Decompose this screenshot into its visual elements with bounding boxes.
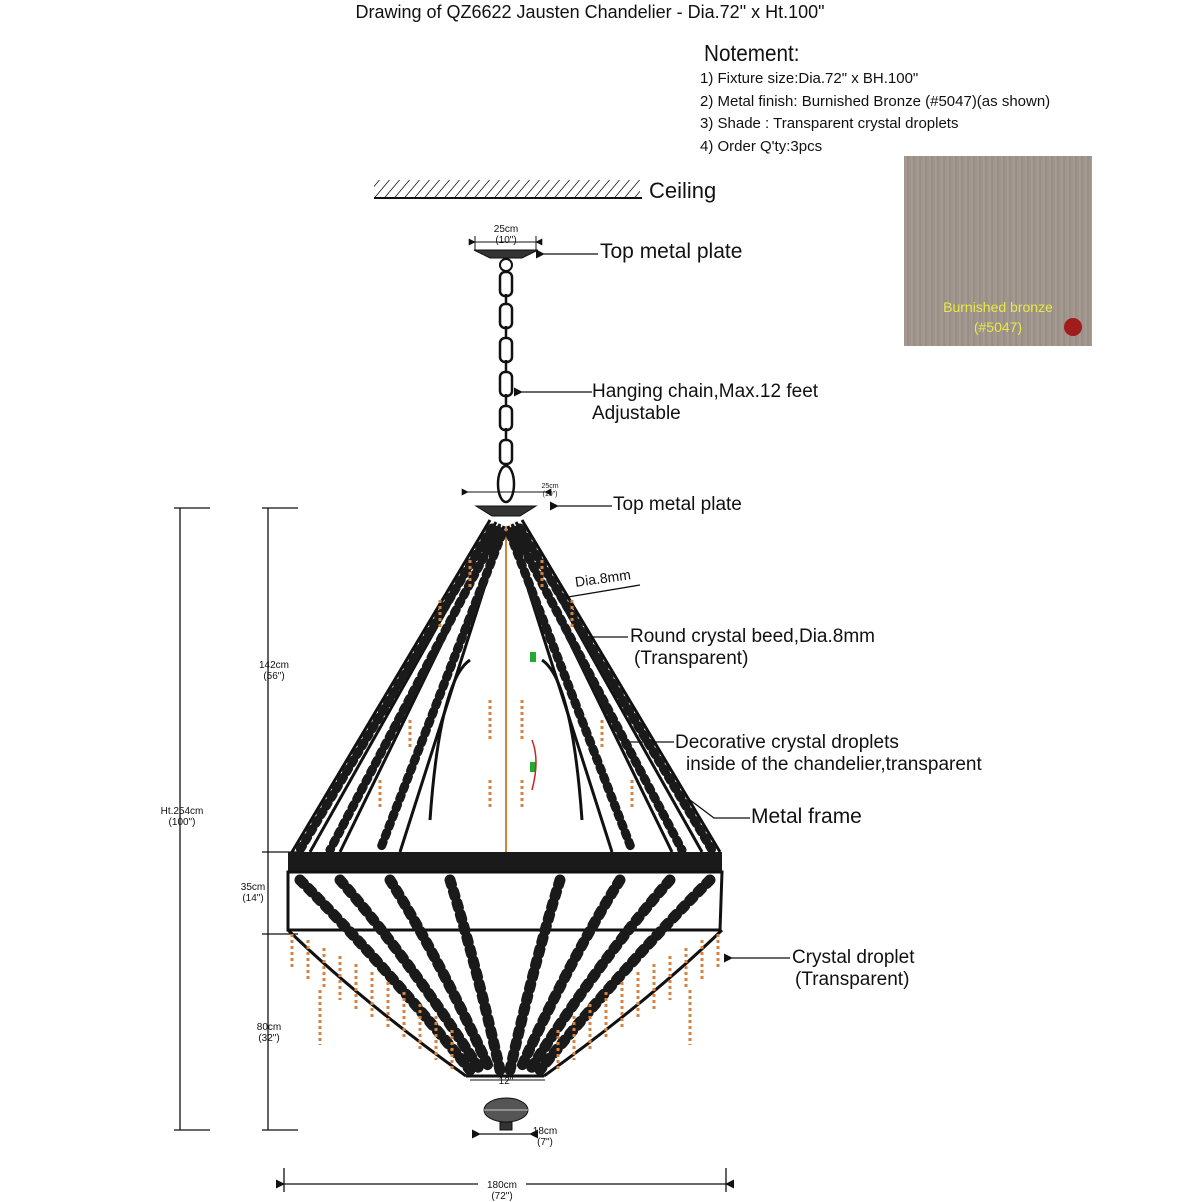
- bottom-finial: [484, 1098, 528, 1130]
- accent-markers: [530, 652, 536, 790]
- dim-finial-in: (7"): [537, 1137, 553, 1148]
- dim-top-plate-lower: [536, 483, 564, 499]
- swatch-label-code: (#5047): [973, 319, 1023, 335]
- dim-lower-in: (32"): [258, 1033, 280, 1044]
- top-canopy: [474, 250, 538, 258]
- dim-bottom-width: 12": [498, 1076, 514, 1087]
- callout-ceiling: Ceiling: [649, 178, 717, 203]
- lower-top-plate: [468, 492, 545, 516]
- dim-upper-cm: 142cm: [258, 660, 289, 671]
- callout-droplet-line2: (Transparent): [795, 969, 910, 990]
- dim-upper-height: [248, 660, 300, 682]
- ceiling-hatch: [374, 180, 642, 198]
- crystal-droplet-fringe: [292, 934, 718, 1070]
- note-item-quantity: 4) Order Q'ty:3pcs: [700, 138, 823, 155]
- dim-top-plate-cm: 25cm: [493, 224, 519, 235]
- dim-total-in: (100"): [168, 817, 196, 828]
- note-item-size: 1) Fixture size:Dia.72" x BH.100": [700, 70, 919, 87]
- dim-upper-in: (56"): [263, 671, 285, 682]
- dim-lower-height: [246, 1022, 292, 1044]
- callout-droplets-line2: inside of the chandelier,transparent: [686, 754, 982, 775]
- dim-finial: [528, 1126, 562, 1148]
- callout-chain: [592, 381, 818, 425]
- dim-band-cm: 35cm: [240, 882, 266, 893]
- dim-finial-cm: 18cm: [532, 1126, 558, 1137]
- callout-top-plate-upper: Top metal plate: [600, 240, 743, 263]
- width-dimension: [284, 1080, 726, 1192]
- dim-width-cm: 180cm: [486, 1180, 517, 1191]
- callout-chain-line2: Adjustable: [592, 403, 681, 424]
- lower-bowl: [288, 930, 722, 1076]
- dim-total-height: [152, 806, 212, 828]
- dim-total-cm: Ht.254cm: [160, 806, 204, 817]
- callout-droplets-interior: [675, 732, 982, 776]
- hanging-chain: [498, 272, 514, 502]
- canopy-hook: [500, 259, 512, 271]
- callout-metal-frame: Metal frame: [751, 805, 862, 828]
- callout-top-plate-lower: Top metal plate: [613, 494, 742, 515]
- callout-bead-line1: Round crystal beed,Dia.8mm: [630, 626, 875, 647]
- dim-lower-cm: 80cm: [256, 1022, 282, 1033]
- callout-chain-line1: Hanging chain,Max.12 feet: [592, 381, 819, 402]
- dim-width: [478, 1180, 526, 1202]
- callout-bead-line2: (Transparent): [634, 648, 749, 669]
- callout-droplets-line1: Decorative crystal droplets: [675, 732, 899, 753]
- dim-band-height: [230, 882, 276, 904]
- note-item-shade: 3) Shade : Transparent crystal droplets: [700, 115, 959, 132]
- dim-top-plate-in: (10"): [495, 235, 517, 246]
- lower-bead-strands: [300, 880, 710, 1070]
- callout-bead: [630, 626, 875, 670]
- dim-top-plate: [485, 224, 527, 246]
- dim-top-plate-lower-in: (10"): [542, 491, 558, 498]
- swatch-label-name: Burnished bronze: [943, 299, 1053, 315]
- dim-width-in: (72"): [491, 1191, 513, 1202]
- dim-band-in: (14"): [242, 893, 264, 904]
- callout-droplet-line1: Crystal droplet: [792, 947, 915, 968]
- note-item-finish: 2) Metal finish: Burnished Bronze (#5047)(as shown): [700, 93, 1051, 110]
- callout-bead-diameter: Dia.8mm: [574, 566, 632, 590]
- drawing-title: Drawing of QZ6622 Jausten Chandelier - Dia.72" x Ht.100": [355, 2, 825, 22]
- notes-heading: Notement:: [704, 40, 800, 66]
- callout-crystal-droplet: [792, 947, 915, 991]
- dim-top-plate-lower-cm: 25cm: [541, 483, 559, 490]
